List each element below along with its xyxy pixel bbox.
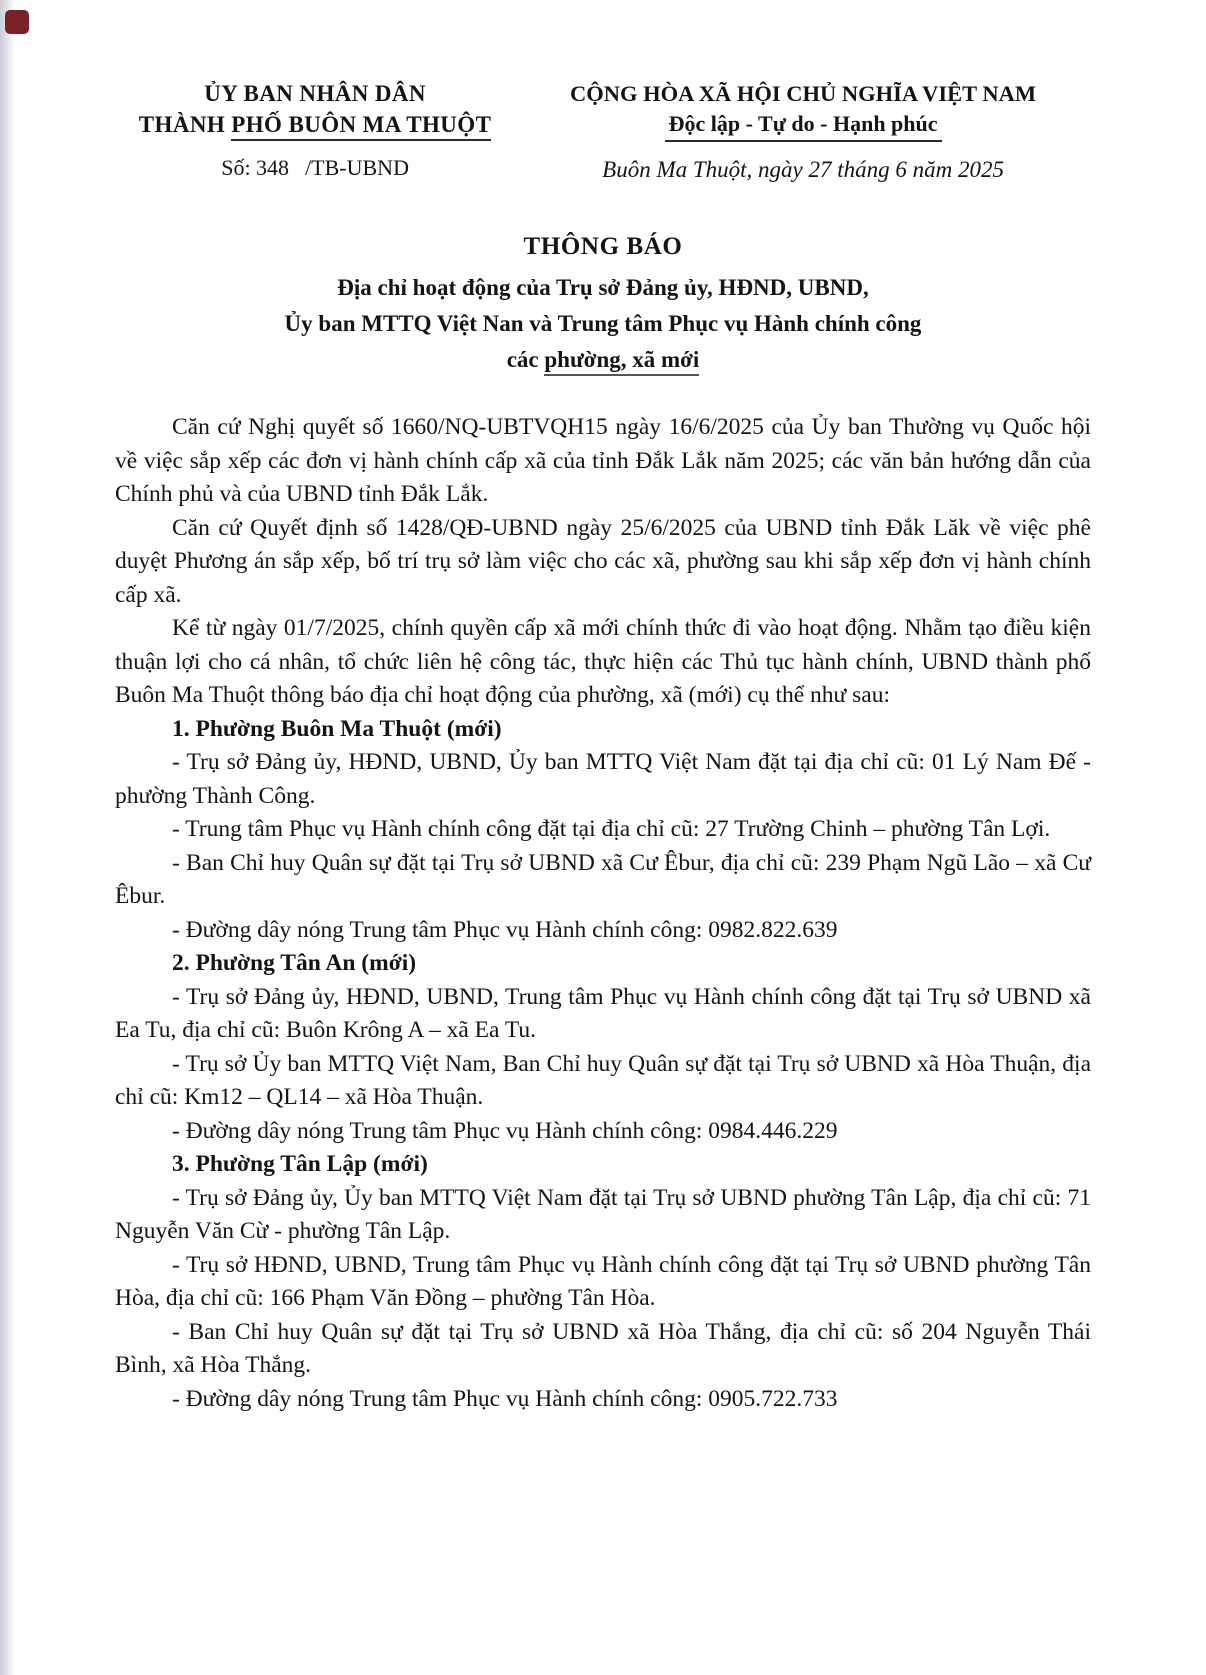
body-paragraph: - Trung tâm Phục vụ Hành chính công đặt tại địa chỉ cũ: 27 Trường Chinh – phường Tân Lợi. (172, 816, 1051, 842)
document-number-suffix: /TB-UBND (305, 155, 409, 180)
body-paragraph: - Trụ sở Đảng ủy, HĐND, UBND, Trung tâm Phục vụ Hành chính công đặt tại Trụ sở UBND xã Ea Tu, địa chỉ cũ: Buôn Krông A – xã Ea Tu. (115, 983, 1091, 1043)
body-paragraph: 3. Phường Tân Lập (mới) (172, 1151, 428, 1177)
title-block (115, 233, 1091, 378)
body-paragraph: - Đường dây nóng Trung tâm Phục vụ Hành chính công: 0984.446.229 (172, 1117, 838, 1144)
body-paragraph: 2. Phường Tân An (mới) (172, 950, 417, 976)
national-title: CỘNG HÒA XÃ HỘI CHỦ NGHĨA VIỆT NAM (570, 81, 1037, 106)
issuing-authority-line1: ỦY BAN NHÂN DÂN (204, 81, 426, 106)
body-paragraph: Kể từ ngày 01/7/2025, chính quyền cấp xã mới chính thức đi vào hoạt động. Nhằm tạo điều kiện thuận lợi cho cá nhân, tổ chức liên hệ công tác, thực hiện các Thủ tục hành chính, UBND thành phố Buôn Ma Thuột thông báo địa chỉ hoạt động của phường, xã (mới) cụ thể như sau: (115, 615, 1091, 708)
body-paragraph: Căn cứ Quyết định số 1428/QĐ-UBND ngày 25/6/2025 của UBND tỉnh Đắk Lăk về việc phê duyệt Phương án sắp xếp, bố trí trụ sở làm việc cho các xã, phường sau khi sắp xếp đơn vị hành chính cấp xã. (115, 514, 1091, 608)
document-header (115, 78, 1091, 183)
body-paragraph: - Đường dây nóng Trung tâm Phục vụ Hành chính công: 0982.822.639 (172, 916, 838, 943)
issuing-authority-line2 (115, 109, 515, 140)
issuing-authority-line2-underlined: PHỐ BUÔN MA THUỘT (231, 112, 491, 141)
body-paragraph: - Trụ sở Đảng ủy, Ủy ban MTTQ Việt Nam đặt tại Trụ sở UBND phường Tân Lập, địa chỉ cũ: 71 Nguyễn Văn Cừ - phường Tân Lập. (115, 1184, 1091, 1244)
issuing-authority-block (115, 78, 515, 183)
page-scan-edge (0, 0, 15, 1675)
document-type-title: THÔNG BÁO (523, 233, 683, 260)
body-paragraph: - Ban Chỉ huy Quân sự đặt tại Trụ sở UBND xã Hòa Thắng, địa chỉ cũ: số 204 Nguyễn Thái Bình, xã Hòa Thắng. (115, 1318, 1091, 1378)
body-paragraph: - Ban Chỉ huy Quân sự đặt tại Trụ sở UBND xã Cư Êbur, địa chỉ cũ: 239 Phạm Ngũ Lão – xã Cư Êbur. (115, 849, 1091, 909)
body-paragraph: 1. Phường Buôn Ma Thuột (mới) (172, 715, 502, 742)
body-paragraph: - Trụ sở Đảng ủy, HĐND, UBND, Ủy ban MTTQ Việt Nam đặt tại địa chỉ cũ: 01 Lý Nam Đế - phường Thành Công. (115, 749, 1091, 809)
document-subject (115, 270, 1091, 378)
national-motto-block (515, 78, 1091, 183)
subject-line2: Ủy ban MTTQ Việt Nan và Trung tâm Phục vụ Hành chính công (284, 311, 922, 336)
body-paragraph: - Trụ sở HĐND, UBND, Trung tâm Phục vụ Hành chính công đặt tại Trụ sở UBND phường Tân Hòa, địa chỉ cũ: 166 Phạm Văn Đồng – phường Tân Hòa. (115, 1251, 1091, 1311)
corner-marker (5, 10, 29, 34)
body-paragraph: - Đường dây nóng Trung tâm Phục vụ Hành chính công: 0905.722.733 (172, 1385, 838, 1412)
subject-line3 (115, 342, 1091, 378)
document-number-value: Số: 348 (221, 155, 290, 180)
subject-line3-prefix: các (506, 347, 545, 372)
body-paragraph: - Trụ sở Ủy ban MTTQ Việt Nam, Ban Chỉ huy Quân sự đặt tại Trụ sở UBND xã Hòa Thuận, địa chỉ cũ: Km12 – QL14 – xã Hòa Thuận. (115, 1050, 1091, 1110)
place-and-date: Buôn Ma Thuột, ngày 27 tháng 6 năm 2025 (602, 157, 1004, 182)
body-paragraph: Căn cứ Nghị quyết số 1660/NQ-UBTVQH15 ngày 16/6/2025 của Ủy ban Thường vụ Quốc hội về việc sắp xếp các đơn vị hành chính cấp xã của tỉnh Đắk Lắk năm 2025; các văn bản hướng dẫn của Chính phủ và của UBND tỉnh Đắk Lắk. (115, 414, 1091, 507)
document-body (115, 411, 1091, 1416)
document-number (115, 155, 515, 181)
document (115, 78, 1091, 1416)
issuing-authority-line2-prefix: THÀNH (138, 112, 232, 137)
subject-line3-underlined: phường, xã mới (544, 347, 699, 376)
subject-line1: Địa chỉ hoạt động của Trụ sở Đảng ủy, HĐND, UBND, (337, 275, 869, 300)
national-motto: Độc lập - Tự do - Hạnh phúc (665, 111, 942, 142)
